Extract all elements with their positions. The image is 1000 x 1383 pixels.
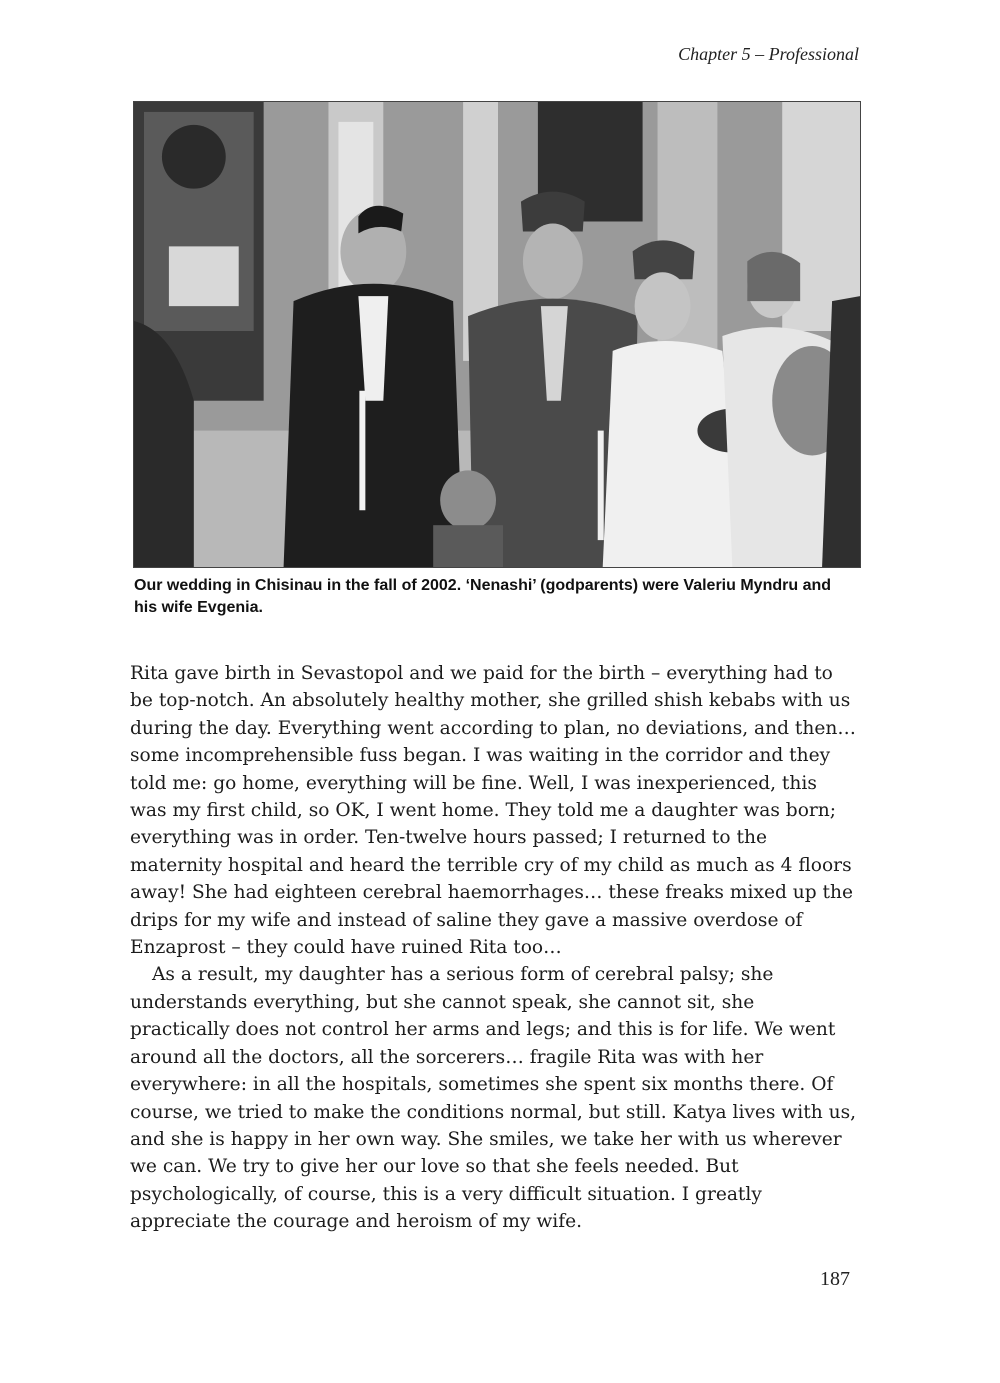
- paragraph-1: Rita gave birth in Sevastopol and we paid for the birth – everything had to be top-notch. An absolutely healthy mother, she grilled shish kebabs with us during the day. Everything went according to plan, no deviations, and then… some incomprehensible fuss began. I was waiting in the corridor and they told me: go home, everything will be fine. Well, I was inexperienced, this was my first child, so OK, I went home. They told me a daughter was born; everything was in order. Ten-twelve hours passed; I returned to the maternity hospital and heard the terrible cry of my child as much as 4 floors away! She had eighteen cerebral haemorrhages… these freaks mixed up the drips for my wife and instead of saline they gave a massive overdose of Enzaprost – they could have ruined Rita too…: [130, 663, 856, 959]
- photo-caption: Our wedding in Chisinau in the fall of 2002. ‘Nenashi’ (godparents) were Valeriu Myndru and his wife Evgenia.: [134, 577, 832, 616]
- running-header: Chapter 5 – Professional: [678, 44, 859, 64]
- wedding-photo-illustration: [134, 102, 860, 567]
- body-text: [130, 660, 858, 1236]
- paragraph-2: As a result, my daughter has a serious form of cerebral palsy; she understands everything, but she cannot speak, she cannot sit, she practically does not control her arms and legs; and this is for life. We went around all the doctors, all the sorcerers… fragile Rita was with her everywhere: in all the hospitals, sometimes she spent six months there. Of course, we tried to make the conditions normal, but still. Katya lives with us, and she is happy in her own way. She smiles, we take her with us wherever we can. We try to give her our love so that she feels needed. But psychologically, of course, this is a very difficult situation. I greatly appreciate the courage and heroism of my wife.: [130, 964, 857, 1233]
- page-number: 187: [820, 1268, 850, 1290]
- wedding-photo: [133, 101, 861, 568]
